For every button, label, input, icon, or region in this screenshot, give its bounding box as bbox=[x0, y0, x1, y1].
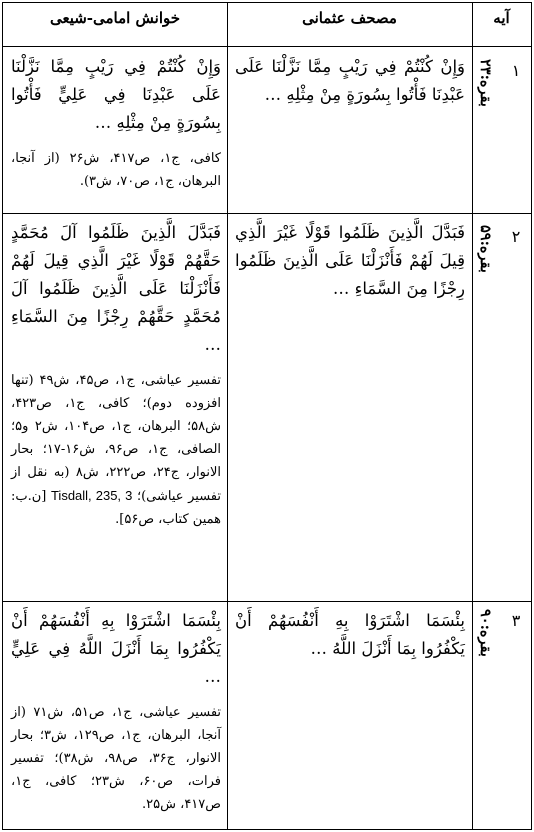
reference-text: تفسیر عیاشی، ج۱، ص۴۵، ش۴۹ (تنها افزوده دوم)؛ کافی، ج۱، ص۴۲۳، ش۵۸؛ البرهان، ج۱، ص۱۰۴، ش۲ و۵؛ الصافی، ج۱، ص۹۶، ش۱۶-۱۷؛ بحار الانوار، ج۲۴، ص۲۲۲، ش۸ (به نقل از تفسیر عیاشی)؛ bbox=[11, 373, 222, 504]
shii-verse: بِئْسَمَا اشْتَرَوْا بِهِ أَنْفُسَهُمْ أَنْ يَكْفُرُوا بِمَا أَنْزَلَ اللَّهُ فِي عَلِيٍّ … bbox=[11, 611, 221, 686]
uthmani-cell-3 bbox=[235, 607, 465, 663]
sura-reference: بقره:۲۳ bbox=[477, 59, 494, 107]
row-divider bbox=[3, 601, 531, 602]
shii-verse: وَإِنْ كُنْتُمْ فِي رَيْبٍ مِمَّا نَزَّلْنَا عَلَى عَبْدِنَا فِي عَلِيٍّ فَأْتُوا بِسُورَةٍ مِنْ مِثْلِهِ … bbox=[11, 57, 221, 132]
sura-reference: بقره:۵۹ bbox=[477, 225, 494, 273]
row-number: ۳ bbox=[511, 611, 521, 630]
column-divider bbox=[472, 3, 473, 829]
header-shii: خوانش امامی-شیعی bbox=[49, 9, 181, 27]
row-number: ۲ bbox=[511, 227, 521, 246]
source-references: تفسیر عیاشی، ج۱، ص۵۱، ش۷۱ (از آنجا، البرهان، ج۱، ص۱۲۹، ش۳؛ بحار الانوار، ج۳۶، ص۹۸، ش۳۸)؛ تفسیر فرات، ص۶۰، ش۲۳؛ کافی، ج۱، ص۴۱۷، ش۲۵. bbox=[11, 705, 222, 812]
reference-latin: Tisdall, 235, 3 bbox=[50, 488, 133, 503]
comparison-table bbox=[2, 2, 532, 830]
sura-reference: بقره:۹۰ bbox=[477, 609, 494, 657]
column-divider bbox=[227, 3, 228, 829]
source-references bbox=[11, 369, 221, 531]
header-uthmani: مصحف عثمانی bbox=[302, 9, 397, 27]
source-references: کافی، ج۱، ص۴۱۷، ش۲۶ (از آنجا، البرهان، ج۱، ص۷۰، ش۳). bbox=[11, 151, 221, 189]
uthmani-cell-2 bbox=[235, 219, 465, 303]
row-divider bbox=[3, 213, 531, 214]
uthmani-verse: فَبَدَّلَ الَّذِينَ ظَلَمُوا قَوْلًا غَيْرَ الَّذِي قِيلَ لَهُمْ فَأَنْزَلْنَا عَلَى الَّذِينَ ظَلَمُوا رِجْزًا مِنَ السَّمَاءِ … bbox=[235, 223, 465, 298]
shii-cell-2 bbox=[11, 219, 221, 531]
row-number: ۱ bbox=[511, 61, 521, 80]
shii-cell-3 bbox=[11, 607, 221, 816]
row-divider bbox=[3, 46, 531, 47]
uthmani-cell-1 bbox=[235, 53, 465, 109]
uthmani-verse: بِئْسَمَا اشْتَرَوْا بِهِ أَنْفُسَهُمْ أَنْ يَكْفُرُوا بِمَا أَنْزَلَ اللَّهُ … bbox=[235, 611, 465, 658]
shii-verse: فَبَدَّلَ الَّذِينَ ظَلَمُوا آلَ مُحَمَّدٍ حَقَّهُمْ قَوْلًا غَيْرَ الَّذِي قِيلَ لَهُمْ فَأَنْزَلْنَا عَلَى الَّذِينَ ظَلَمُوا آلَ مُحَمَّدٍ حَقَّهُمْ رِجْزًا مِنَ السَّمَاءِ … bbox=[11, 223, 221, 354]
reference-note: [ن.ب: همین کتاب، ص۵۶]. bbox=[11, 489, 221, 527]
shii-cell-1 bbox=[11, 53, 221, 193]
uthmani-verse: وَإِنْ كُنْتُمْ فِي رَيْبٍ مِمَّا نَزَّلْنَا عَلَى عَبْدِنَا فَأْتُوا بِسُورَةٍ مِنْ مِثْلِهِ … bbox=[235, 57, 465, 104]
header-aya: آیه bbox=[493, 9, 510, 27]
